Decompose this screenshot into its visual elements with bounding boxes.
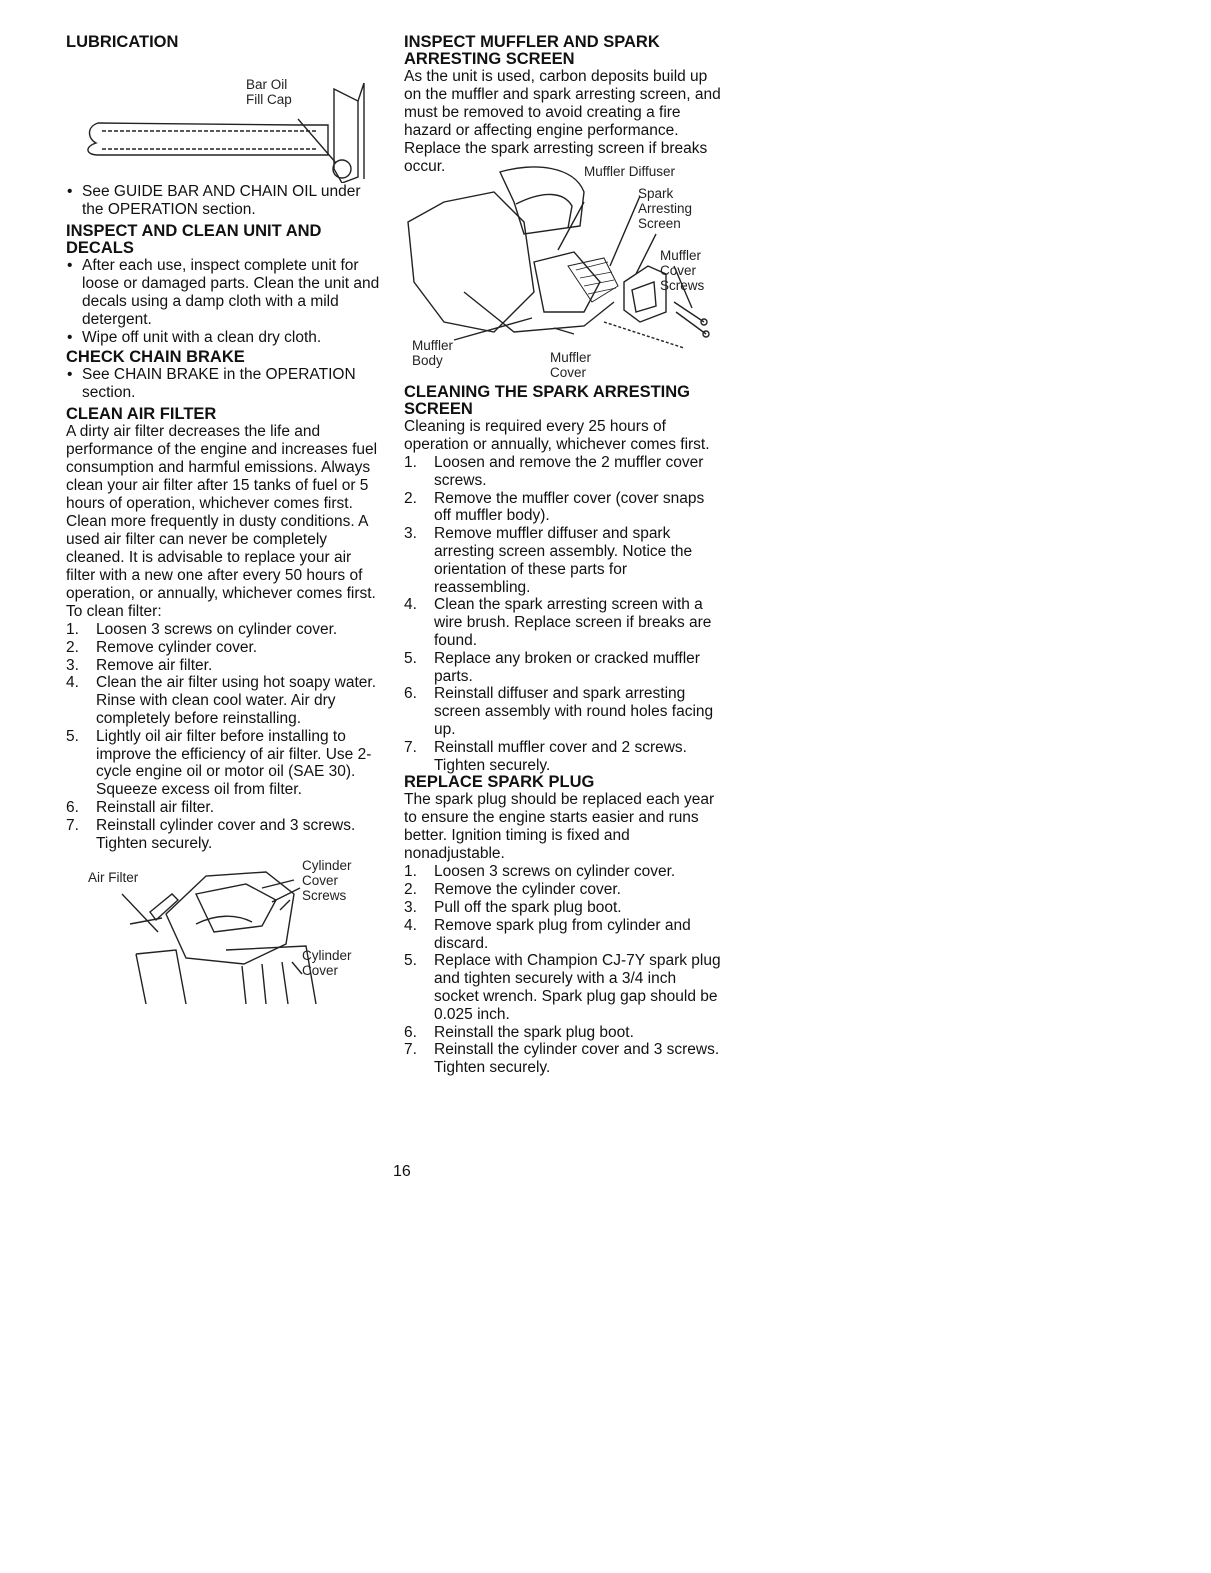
chain-brake-bullet: • See CHAIN BRAKE in the OPERATION section. xyxy=(66,366,384,402)
muffler-cover-label: Muffler Cover xyxy=(550,350,592,380)
step-text: Loosen and remove the 2 muffler cover screws. xyxy=(434,454,704,489)
list-item xyxy=(404,1041,722,1077)
lubrication-bullet: • See GUIDE BAR AND CHAIN OIL under the OPERATION section. xyxy=(66,183,384,219)
list-item xyxy=(404,899,722,917)
step-number: 1. xyxy=(66,621,79,638)
step-number: 5. xyxy=(66,727,79,745)
step-number: 2. xyxy=(404,489,417,507)
list-item xyxy=(404,739,722,775)
spark-arresting-screen-label: Spark Arresting Screen xyxy=(638,186,693,231)
step-number: 7. xyxy=(404,738,417,756)
list-item xyxy=(404,952,722,1023)
cleaning-paragraph: Cleaning is required every 25 hours of operation or annually, whichever comes first. xyxy=(404,418,710,453)
step-text: Remove muffler diffuser and spark arresting screen assembly. Notice the orientation of these parts for reassembling. xyxy=(434,525,693,596)
step-text: Clean the air filter using hot soapy water. Rinse with clean cool water. Air dry completely before reinstalling. xyxy=(96,674,377,727)
cylinder-cover-label: Cylinder Cover xyxy=(302,948,352,979)
left-column xyxy=(66,34,384,1004)
air-filter-figure xyxy=(66,854,384,1004)
step-text: Loosen 3 screws on cylinder cover. xyxy=(96,621,338,638)
list-item xyxy=(66,639,384,657)
list-item xyxy=(404,454,722,490)
cleaning-heading: CLEANING THE SPARK ARRESTING SCREEN xyxy=(404,383,691,418)
step-text: Loosen 3 screws on cylinder cover. xyxy=(434,863,676,881)
list-item xyxy=(66,621,384,639)
muffler-paragraph-1: As the unit is used, carbon deposits build up on the muffler and spark arresting screen, and must be removed to avoid creating a fire hazard or affecting engine performance. xyxy=(404,68,721,139)
inspect-bullet-1: • After each use, inspect complete unit for loose or damaged parts. Clean the unit and decals using a damp cloth with a mild detergent. xyxy=(66,257,384,329)
list-item xyxy=(66,728,384,799)
guide-bar-oil-figure xyxy=(66,51,384,183)
spark-plug-heading: REPLACE SPARK PLUG xyxy=(404,773,595,792)
list-item xyxy=(404,685,722,738)
right-column xyxy=(404,34,722,1077)
step-number: 2. xyxy=(404,881,417,899)
step-text: Remove spark plug from cylinder and discard. xyxy=(434,916,691,952)
list-item xyxy=(404,1024,722,1042)
step-number: 5. xyxy=(404,649,417,667)
step-text: Replace any broken or cracked muffler parts. xyxy=(434,649,700,685)
chain-brake-heading: CHECK CHAIN BRAKE xyxy=(66,348,245,366)
muffler-figure xyxy=(404,162,722,384)
muffler-diffuser-label: Muffler Diffuser xyxy=(584,164,676,179)
step-number: 1. xyxy=(404,863,417,881)
step-text: Reinstall the spark plug boot. xyxy=(434,1023,634,1041)
guide-bar-illustration xyxy=(66,51,384,183)
step-text: Reinstall air filter. xyxy=(96,798,215,816)
step-number: 7. xyxy=(66,816,79,834)
inspect-bullet-2: • Wipe off unit with a clean dry cloth. xyxy=(66,329,384,347)
lubrication-heading: LUBRICATION xyxy=(66,33,179,51)
list-item xyxy=(404,863,722,881)
cylinder-cover-screws-label: Cylinder Cover Screws xyxy=(302,858,352,904)
muffler-paragraph-2: Replace the spark arresting screen if breaks occur. xyxy=(404,140,708,175)
muffler-cover-screws-label: Muffler Cover Screws xyxy=(660,248,705,293)
air-filter-steps xyxy=(66,621,384,852)
step-text: Remove the muffler cover (cover snaps off muffler body). xyxy=(434,489,705,525)
step-number: 5. xyxy=(404,952,417,970)
step-number: 6. xyxy=(66,798,79,816)
step-text: Replace with Champion CJ-7Y spark plug and tighten securely with a 3/4 inch socket wrench. Spark plug gap should be 0.025 inch. xyxy=(434,952,721,1023)
list-item xyxy=(66,799,384,817)
list-item xyxy=(404,525,722,596)
air-filter-heading: CLEAN AIR FILTER xyxy=(66,405,217,423)
step-text: Clean the spark arresting screen with a wire brush. Replace screen if breaks are found. xyxy=(434,596,712,649)
step-text: Reinstall muffler cover and 2 screws. Tighten securely. xyxy=(434,738,687,774)
list-item xyxy=(404,490,722,526)
cleaning-steps xyxy=(404,454,722,774)
step-text: Remove air filter. xyxy=(96,656,213,674)
step-text: Reinstall diffuser and spark arresting screen assembly with round holes facing up. xyxy=(434,685,714,738)
step-number: 3. xyxy=(66,656,79,674)
spark-plug-paragraph: The spark plug should be replaced each year to ensure the engine starts easier and runs better. Ignition timing is fixed and nonadjustable. xyxy=(404,791,715,863)
step-number: 4. xyxy=(404,916,417,934)
step-number: 6. xyxy=(404,1023,417,1041)
air-filter-label: Air Filter xyxy=(88,870,139,886)
bar-oil-fill-cap-label: Bar Oil Fill Cap xyxy=(246,77,292,107)
inspect-clean-heading: INSPECT AND CLEAN UNIT AND DECALS xyxy=(66,222,322,257)
list-item xyxy=(66,817,384,853)
step-text: Pull off the spark plug boot. xyxy=(434,898,622,916)
step-number: 7. xyxy=(404,1041,417,1059)
step-text: Lightly oil air filter before installing to improve the efficiency of air filter. Use 2-cycle engine oil or motor oil (SAE 30). Squeeze excess oil from filter. xyxy=(96,727,372,799)
air-filter-paragraph: A dirty air filter decreases the life and performance of the engine and increases fuel consumption and harmful emissions. Always clean your air filter after 15 tanks of fuel or 5 hours of operation, whichever comes first. Clean more frequently in dusty conditions. A used air filter can never be completely cleaned. It is advisable to replace your air filter with a new one after every 50 hours of operation, or annually, whichever comes first. To clean filter: xyxy=(66,423,378,620)
step-number: 6. xyxy=(404,685,417,703)
spark-plug-steps xyxy=(404,863,722,1077)
list-item xyxy=(404,881,722,899)
step-number: 4. xyxy=(66,674,79,692)
step-text: Reinstall the cylinder cover and 3 screws. Tighten securely. xyxy=(434,1041,720,1077)
muffler-body-label: Muffler Body xyxy=(412,338,454,368)
muffler-heading: INSPECT MUFFLER AND SPARK ARRESTING SCREEN xyxy=(404,33,660,68)
step-number: 4. xyxy=(404,596,417,614)
step-text: Reinstall cylinder cover and 3 screws. Tighten securely. xyxy=(96,816,356,852)
step-number: 1. xyxy=(404,454,417,471)
step-number: 2. xyxy=(66,638,79,656)
step-text: Remove the cylinder cover. xyxy=(434,881,621,899)
list-item xyxy=(66,674,384,727)
list-item xyxy=(66,657,384,675)
step-number: 3. xyxy=(404,898,417,916)
list-item xyxy=(404,650,722,686)
list-item xyxy=(404,917,722,953)
list-item xyxy=(404,596,722,649)
step-number: 3. xyxy=(404,525,417,543)
step-text: Remove cylinder cover. xyxy=(96,638,258,656)
page-number: 16 xyxy=(393,1163,411,1180)
